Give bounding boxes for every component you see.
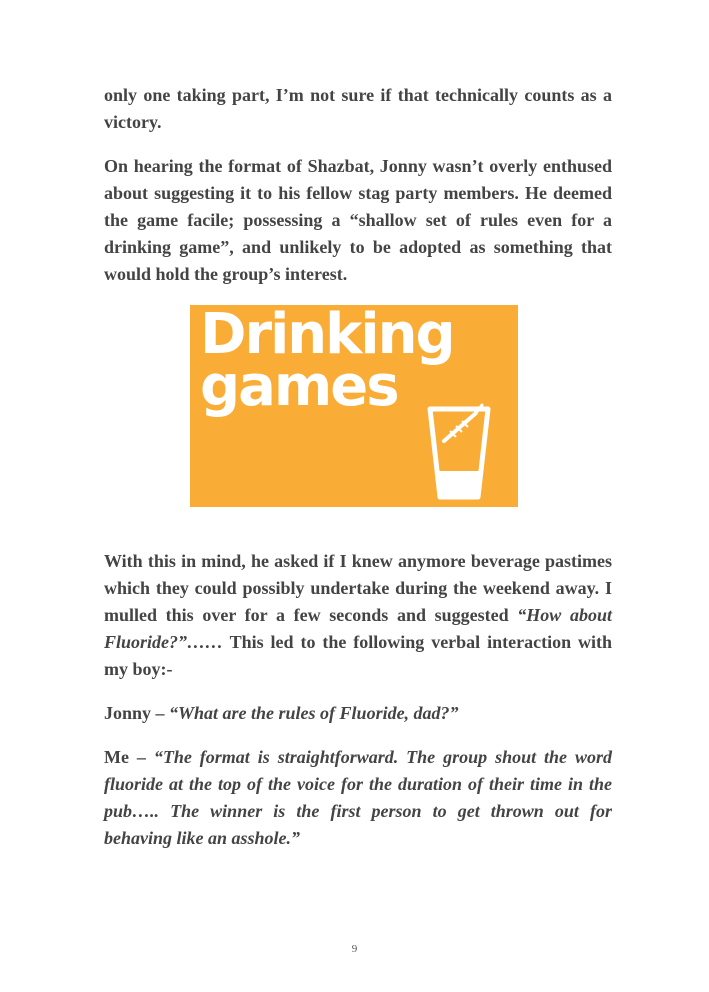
me-line: “The format is straightforward. The group shout the word fluoride at the top of the voice for the duration of their time in the pub….. The winner is the first person to get thrown out for behaving like an asshole.” [104,747,612,848]
paragraph-fluoride-tail: This led to the following verbal interaction with my boy:- [104,632,612,679]
speaker-me: Me – [104,747,154,767]
shot-glass-icon [426,401,492,505]
paragraph-continuation: only one taking part, I’m not sure if that technically counts as a victory. [104,85,612,132]
drinking-games-image [190,305,518,507]
page-content [104,82,612,869]
dialogue-jonny [104,700,612,727]
page-number: 9 [351,943,358,955]
paragraph-shazbat: On hearing the format of Shazbat, Jonny wasn’t overly enthused about suggesting it to his fellow stag party members. He deemed the game facile; possessing a “shallow set of rules even for a drinking game”, and unlikely to be adopted as something that would hold the group’s interest. [104,156,612,284]
image-title-line-2: games [200,354,398,419]
paragraph-fluoride-suggestion [104,548,612,683]
image-title-line-1: Drinking [200,305,454,367]
jonny-line: “What are the rules of Fluoride, dad?” [169,703,459,723]
dialogue-me [104,744,612,852]
paragraph-fluoride-lead: With this in mind, he asked if I knew anymore beverage pastimes which they could possibly undertake during the weekend away. I mulled this over for a few seconds and suggested [104,551,612,625]
speaker-jonny: Jonny – [104,703,170,723]
fluoride-quote: “How about Fluoride?”…… [104,605,612,652]
image-title [200,305,454,419]
